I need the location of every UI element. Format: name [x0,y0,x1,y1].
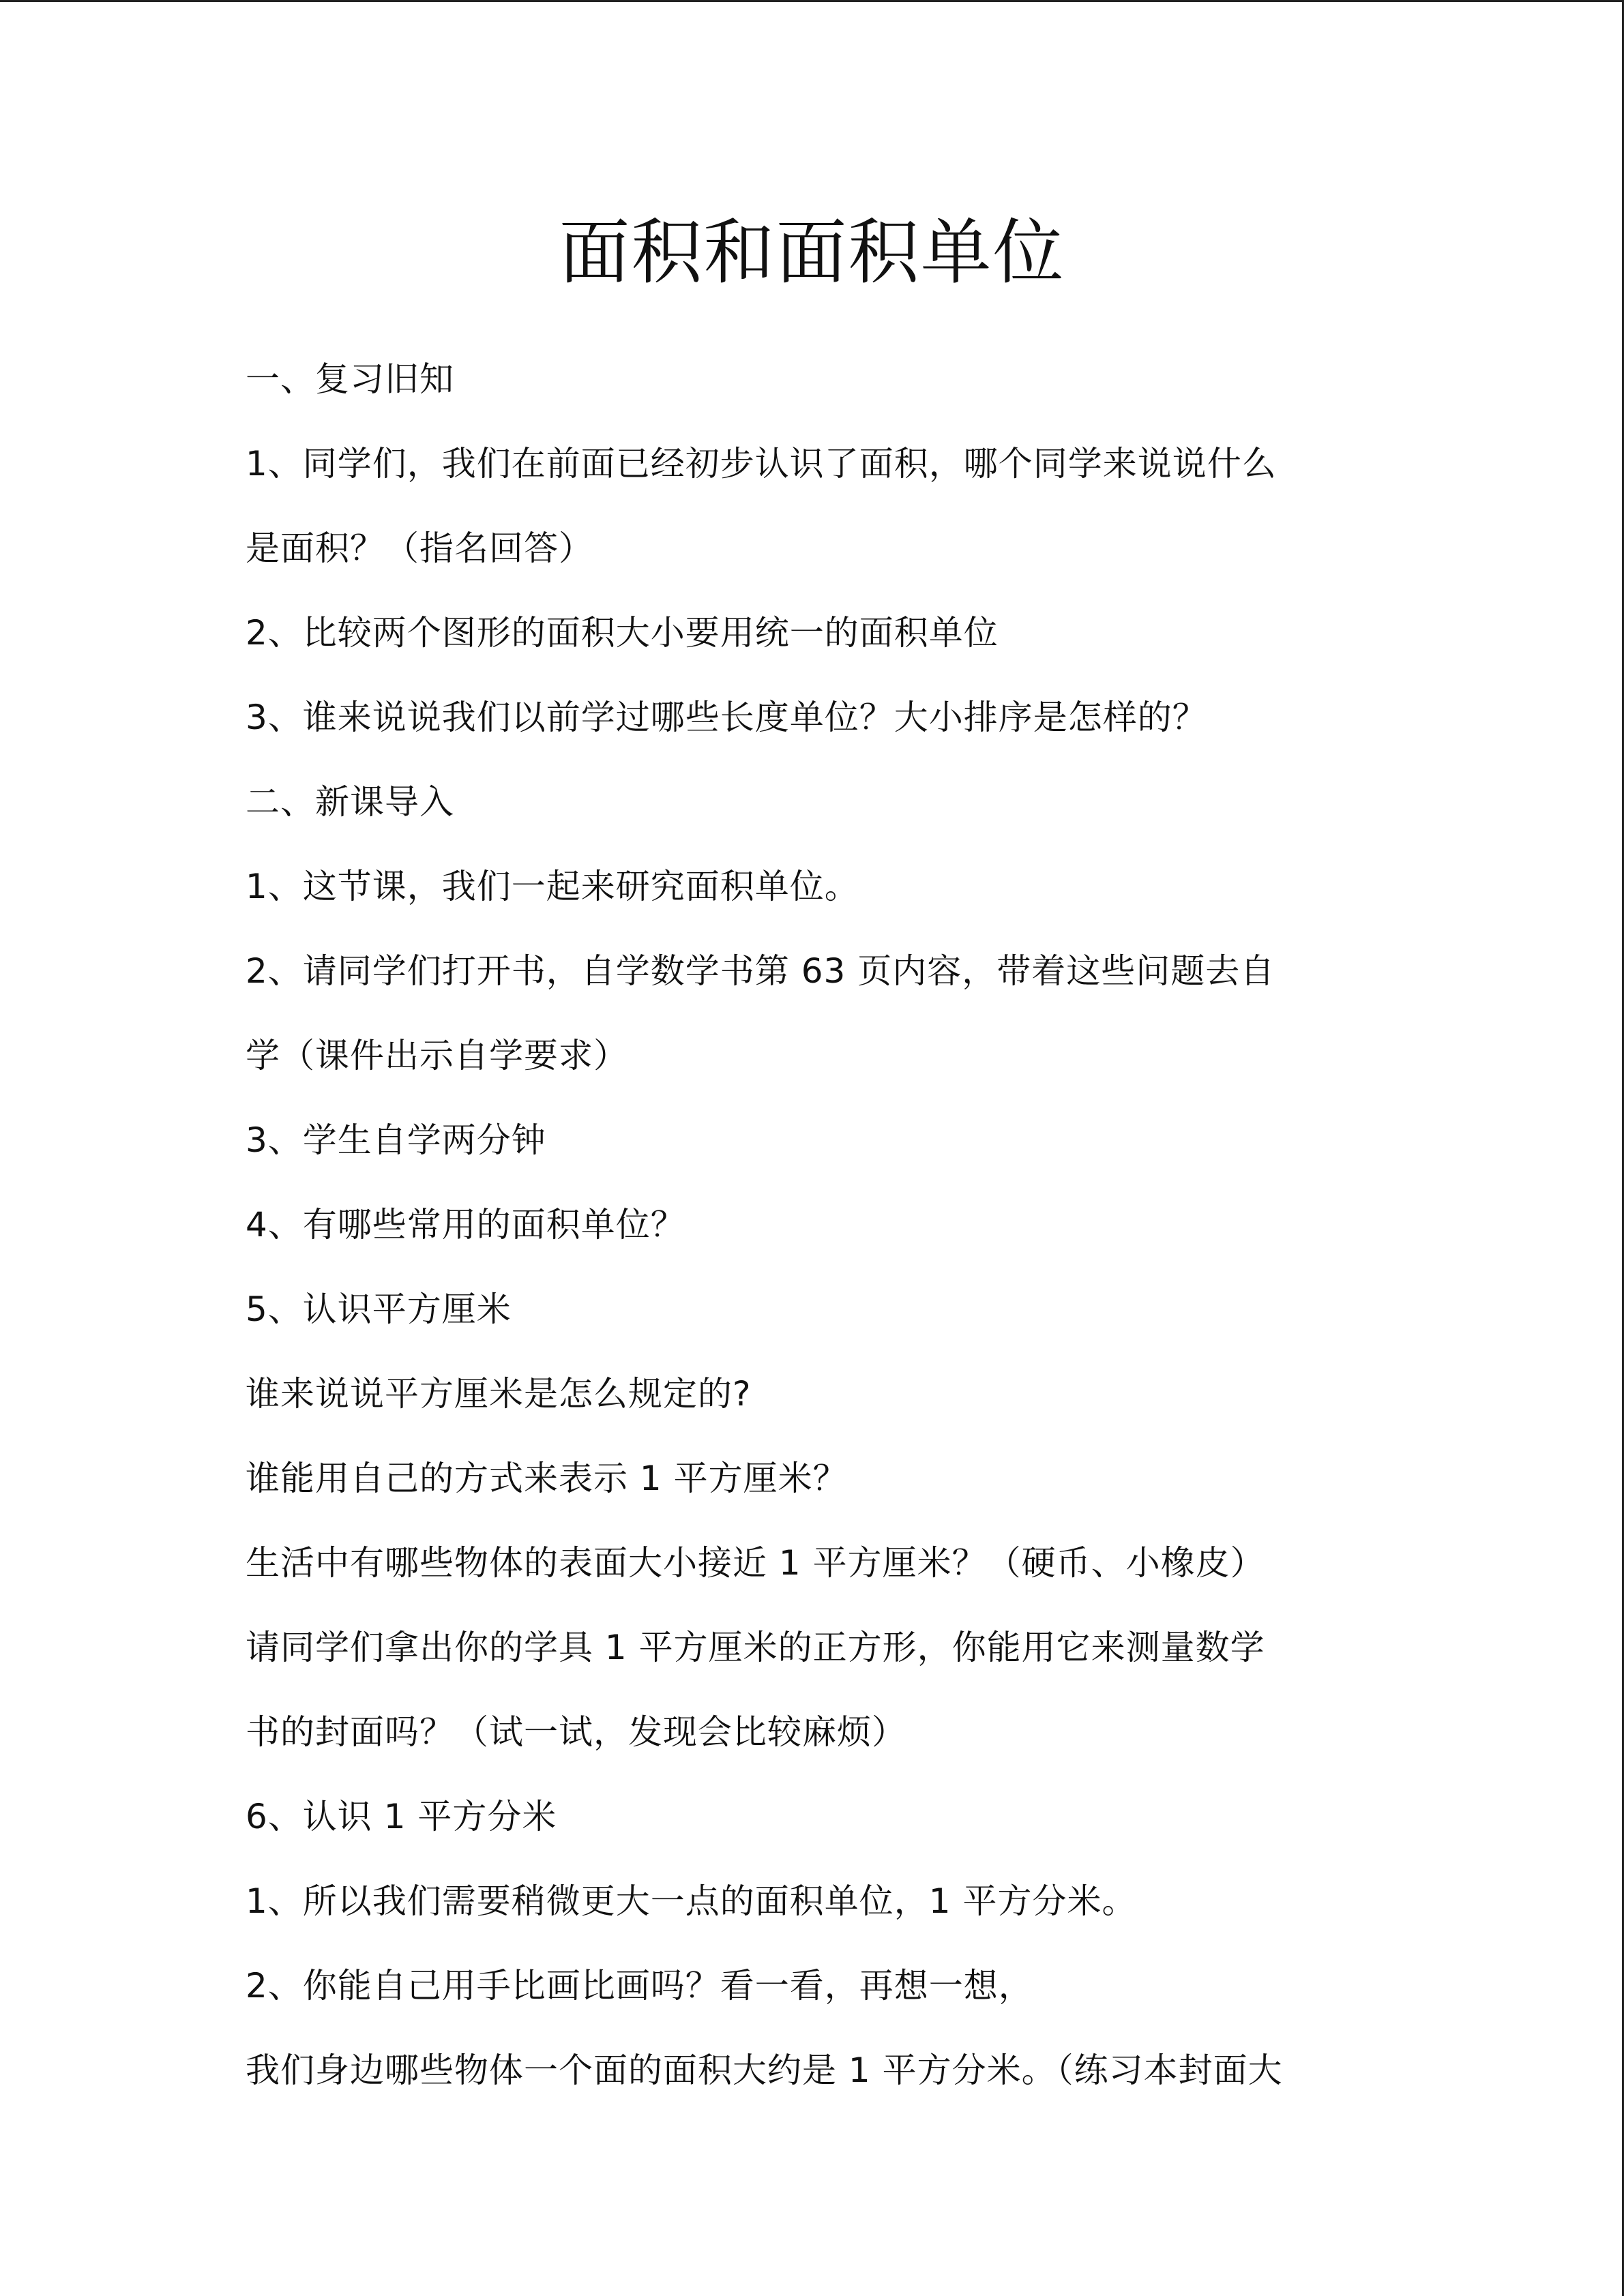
paragraph-line: 请同学们拿出你的学具 1 平方厘米的正方形，你能用它来测量数学 [246,1628,1265,1667]
paragraph-line: 2、你能自己用手比画比画吗？看一看，再想一想， [246,1966,1033,2006]
paragraph-line: 3、谁来说说我们以前学过哪些长度单位？大小排序是怎样的？ [246,698,1207,737]
paragraph-line: 是面积？（指名回答） [246,528,593,568]
section-heading-new-lesson: 二、新课导入 [246,782,454,822]
paragraph-line: 2、比较两个图形的面积大小要用统一的面积单位 [246,613,999,653]
document-body [246,337,1378,2113]
section-heading-review: 一、复习旧知 [246,359,454,399]
paragraph-line: 生活中有哪些物体的表面大小接近 1 平方厘米？（硬币、小橡皮） [246,1543,1265,1583]
paragraph-line: 2、请同学们打开书，自学数学书第 63 页内容，带着这些问题去自 [246,951,1275,991]
paragraph-line: 书的封面吗？（试一试，发现会比较麻烦） [246,1712,906,1752]
paragraph-line: 3、学生自学两分钟 [246,1120,546,1160]
paragraph-line: 谁能用自己的方式来表示 1 平方厘米？ [246,1459,848,1498]
paragraph-line: 5、认识平方厘米 [246,1289,512,1329]
paragraph-line: 1、所以我们需要稍微更大一点的面积单位，1 平方分米。 [246,1881,1137,1921]
paragraph-line: 谁来说说平方厘米是怎么规定的? [246,1374,752,1414]
paragraph-line: 1、同学们，我们在前面已经初步认识了面积，哪个同学来说说什么 [246,444,1277,483]
paragraph-line: 6、认识 1 平方分米 [246,1797,557,1836]
page-top-border [0,0,1624,2]
page-title: 面积和面积单位 [559,211,1065,294]
paragraph-line: 4、有哪些常用的面积单位？ [246,1205,685,1244]
paragraph-line: 学（课件出示自学要求） [246,1036,628,1075]
paragraph-line: 1、这节课，我们一起来研究面积单位。 [246,867,859,906]
paragraph-line: 我们身边哪些物体一个面的面积大约是 1 平方分米。（练习本封面大 [246,2051,1283,2090]
